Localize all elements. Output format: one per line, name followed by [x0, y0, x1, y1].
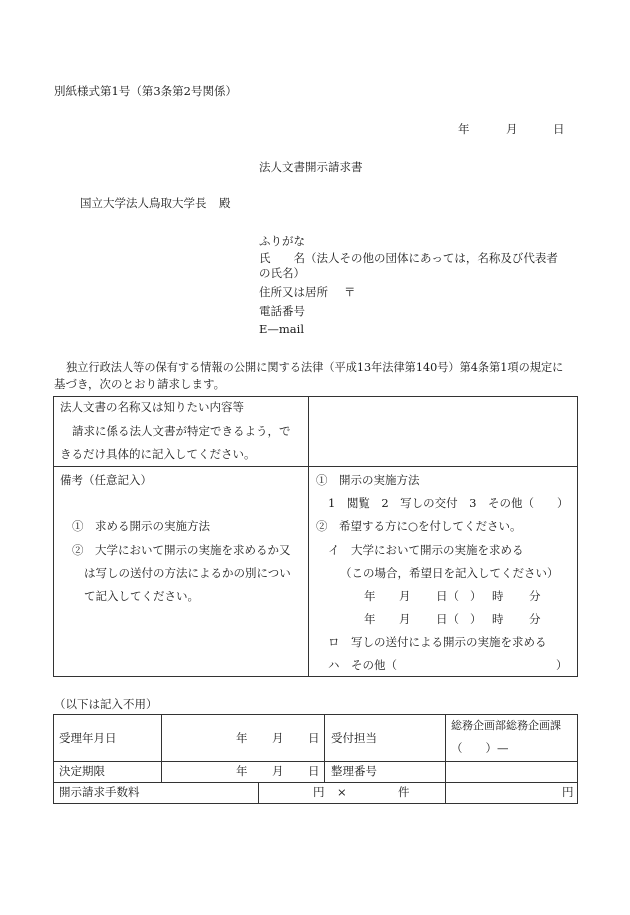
page-title: 法人文書開示請求書	[259, 160, 363, 174]
office-use-note: （以下は記入不用）	[54, 697, 158, 711]
date-hour-label: 時	[492, 612, 504, 626]
postal-mark: 〒	[344, 285, 356, 299]
intro-line-2: 基づき，次のとおり請求します。	[54, 377, 226, 391]
addressee-name: 国立大学法人鳥取大学長	[80, 196, 207, 210]
date-minute-label: 分	[529, 589, 541, 603]
phone-label: 電話番号	[259, 304, 305, 318]
office-row-divider	[53, 761, 578, 762]
remarks-item-2-end: て記入してください。	[84, 589, 199, 603]
office-row-divider	[53, 782, 578, 783]
date-year-label: 年	[364, 589, 376, 603]
office-col-divider	[445, 714, 446, 804]
office-col-divider	[324, 714, 325, 782]
option-ro[interactable]: ロ 写しの送付による開示の実施を求める	[328, 635, 547, 649]
received-date-label: 受理年月日	[59, 731, 117, 745]
option-i[interactable]: イ 大学において開示の実施を求める	[328, 543, 524, 557]
deadline-year: 年	[236, 764, 248, 778]
times-sign: ×	[337, 785, 347, 799]
option-ha[interactable]: ハ その他（	[328, 658, 397, 672]
received-month: 月	[272, 731, 284, 745]
received-day: 日	[308, 731, 320, 745]
date-month: 月	[506, 122, 518, 136]
date-paren-close: ）	[470, 589, 482, 603]
doc-content-field[interactable]	[309, 397, 577, 465]
dept-label: 総務企画部総務企画課	[451, 719, 561, 732]
date-day-label: 日（	[436, 612, 459, 626]
furigana-label: ふりがな	[259, 234, 305, 248]
form-label: 別紙様式第1号（第3条第2号関係）	[54, 84, 237, 98]
date-month-label: 月	[399, 589, 411, 603]
address-label: 住所又は居所	[259, 285, 328, 299]
option-i-note: （この場合，希望日を記入してください）	[340, 566, 559, 580]
table-divider	[53, 466, 578, 467]
date-day: 日	[553, 122, 565, 136]
count-unit: 件	[398, 785, 410, 799]
method-header: ① 開示の実施方法	[316, 473, 420, 487]
deadline-month: 月	[272, 764, 284, 778]
remarks-header: 備考（任意記入）	[60, 473, 152, 487]
intro-line-1: 独立行政法人等の保有する情報の公開に関する法律（平成13年法律第140号）第4条第1項の規定に	[66, 361, 564, 374]
fee-yen: 円	[313, 785, 325, 799]
method-options[interactable]: 1 閲覧 2 写しの交付 3 その他（ ）	[328, 496, 569, 510]
doc-note: 請求に係る法人文書が特定できるよう，で	[72, 424, 291, 438]
ref-no-label: 整理番号	[331, 764, 377, 778]
remarks-item-2: ② 大学において開示の実施を求めるか又	[72, 543, 291, 557]
date-paren-close: ）	[470, 612, 482, 626]
option-ha-close: ）	[556, 658, 568, 672]
office-col-divider	[161, 714, 162, 782]
deadline-label: 決定期限	[59, 764, 105, 778]
date-year: 年	[458, 122, 470, 136]
remarks-item-2-cont: は写しの送付の方法によるかの別につい	[84, 566, 291, 580]
name-label: 氏 名	[259, 251, 305, 265]
doc-note-cont: きるだけ具体的に記入してください。	[60, 447, 256, 461]
received-year: 年	[236, 731, 248, 745]
wish-note: ② 希望する方に○を付してください。	[316, 519, 522, 533]
fee-total-yen: 円	[562, 785, 574, 799]
name-note: （法人その他の団体にあっては，名称及び代表者	[305, 251, 558, 265]
email-label: E—mail	[259, 322, 305, 336]
remarks-item-1: ① 求める開示の実施方法	[72, 519, 210, 533]
doc-header: 法人文書の名称又は知りたい内容等	[60, 400, 244, 414]
date-month-label: 月	[399, 612, 411, 626]
receiver-label: 受付担当	[331, 731, 377, 745]
fee-label: 開示請求手数料	[59, 785, 140, 799]
date-minute-label: 分	[529, 612, 541, 626]
office-col-divider	[258, 782, 259, 804]
date-day-label: 日（	[436, 589, 459, 603]
date-year-label: 年	[364, 612, 376, 626]
dept-extension: （ ）—	[451, 741, 509, 755]
name-note-cont: の氏名）	[259, 266, 305, 280]
deadline-day: 日	[308, 764, 320, 778]
addressee-honorific: 殿	[219, 196, 231, 210]
date-hour-label: 時	[492, 589, 504, 603]
